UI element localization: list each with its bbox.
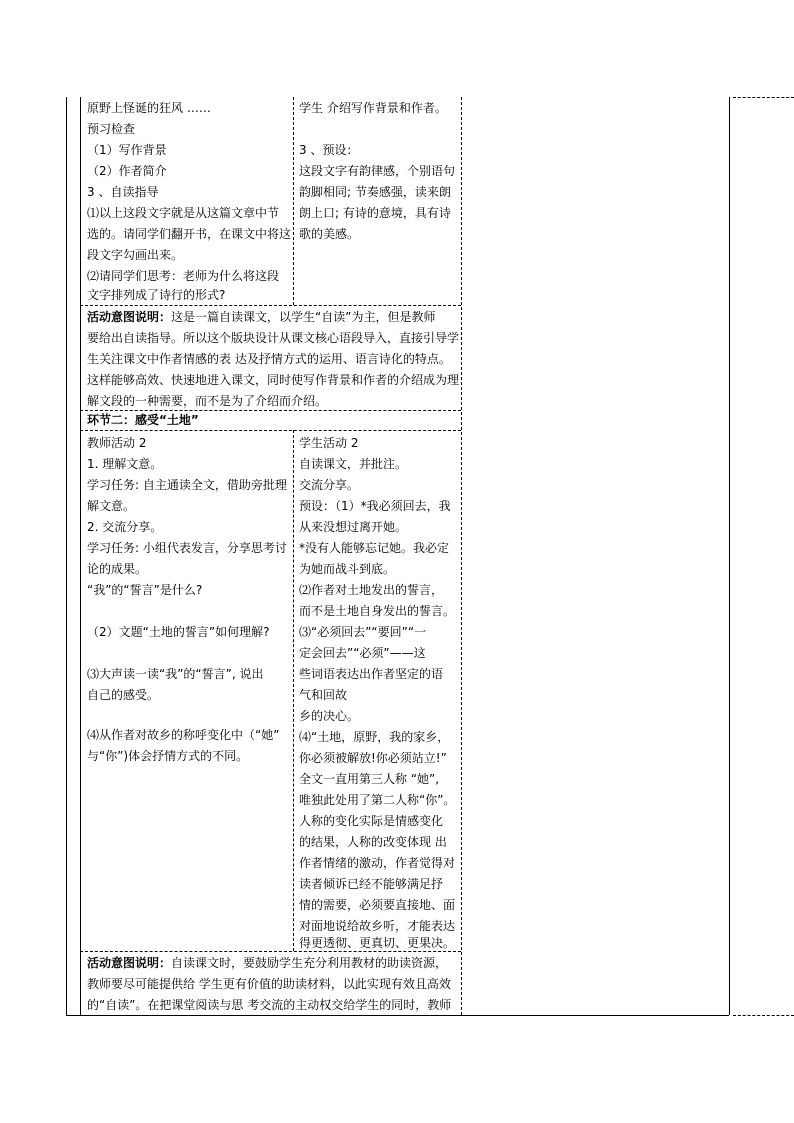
teacher-activity-header: 教师活动 2 [87, 436, 147, 450]
student-text-line: 从来没想过离开她。 [299, 520, 408, 534]
intent-text-line: 这样能够高效、快速地进入课文，同时使写作背景和作者的介绍成为理 [87, 373, 460, 387]
teacher-text-line: 学习任务: 小组代表发言，分享思考讨 [87, 541, 287, 555]
student-text-line: 情的需要，必须要直接地、面 [299, 898, 456, 912]
table-right-border [729, 97, 730, 1015]
intent-text-line: 教师要尽可能提供给 学生更有价值的助读材料，以此实现有效且高效 [87, 977, 451, 991]
intent-text-line: 解文段的一种需要，而不是为了介绍而介绍。 [87, 394, 328, 408]
teacher-text-line: 自己的感受。 [87, 688, 160, 702]
teacher-text-line: 选的。请同学们翻开书，在课文中将这 [87, 227, 292, 241]
column-divider [293, 97, 294, 305]
student-activity-header: 学生活动 2 [299, 436, 359, 450]
teacher-text-line: ⑴以上这段文字就是从这篇文章中节 [87, 206, 280, 220]
teacher-text-line: （2）文题“土地的誓言”如何理解? [87, 625, 270, 639]
student-text-line: ⑷“土地，原野，我的家乡， [299, 730, 450, 744]
content-right-border [461, 97, 462, 1015]
segment-title: 环节二：感受“土地” [87, 413, 199, 427]
table-left-border [66, 97, 67, 1015]
student-text-line: 气和回故 [299, 688, 348, 702]
student-text-line: 为她而战斗到底。 [299, 562, 396, 576]
student-text-line: 这段文字有韵律感，个别语句 [299, 164, 456, 178]
intent-label: 活动意图说明： [87, 310, 172, 324]
student-text-line: 学生 介绍写作背景和作者。 [299, 101, 447, 115]
teacher-text-line: 与“你”)体会抒情方式的不同。 [87, 749, 249, 763]
student-text-line: 作者情绪的激动，作者觉得对 [299, 856, 456, 870]
teacher-text-line: 学习任务: 自主通读全文，借助旁批理 [87, 478, 287, 492]
edge-dash-top [733, 97, 794, 98]
intent-text-line: 的“自读”。在把课堂阅读与思 考交流的主动权交给学生的同时，教师 [87, 998, 452, 1012]
student-text-line: 朗上口; 有诗的意境，具有诗 [299, 206, 451, 220]
teacher-text-line: 1. 理解文意。 [87, 457, 163, 471]
student-text-line: 唯独此处用了第二人称“你”。 [299, 793, 456, 807]
column-divider [293, 430, 294, 951]
student-text-line: 韵脚相同; 节奏感强，读来朗 [299, 185, 451, 199]
teacher-text-line: ⑶大声读一读“我”的“誓言”, 说出 [87, 667, 264, 681]
intent-text: 这是一篇自读课文，以学生“自读”为主，但是教师 [171, 310, 436, 324]
intent-text-line: 要给出自读指导。所以这个版块设计从课文核心语段导入，直接引导学 [87, 331, 460, 345]
teacher-text-line: 3 、自读指导 [87, 185, 159, 199]
intent-text-line: 生关注课文中作者情感的表 达及抒情方式的运用、语言诗化的特点。 [87, 352, 451, 366]
teacher-text-line: 解文意。 [87, 499, 136, 513]
table-inner-left-border [80, 97, 81, 1015]
student-text-line: ⑵作者对土地发出的誓言， [299, 583, 444, 597]
student-text-line: 些词语表达出作者坚定的语 [299, 667, 444, 681]
intent-label: 活动意图说明： [87, 956, 172, 970]
student-text-line: 而不是土地自身发出的誓言。 [299, 604, 456, 618]
intent-first-line [87, 953, 447, 974]
teacher-text-line: 文字排列成了诗行的形式? [87, 288, 226, 302]
student-text-line: 乡的决心。 [299, 709, 360, 723]
student-text-line: ⑶“必须回去”“要回”“一 [299, 625, 427, 639]
edge-dash-bottom [733, 1015, 794, 1016]
student-text-line: 对面地说给故乡听，才能表达 [299, 919, 456, 933]
teacher-text-line: （2）作者简介 [87, 164, 167, 178]
student-text-line: 得更透彻、更真切、更果决。 [299, 936, 456, 950]
student-text-line: 预设：（1）*我必须回去，我 [299, 499, 451, 513]
teacher-text-line: 2. 交流分享。 [87, 520, 163, 534]
teacher-text-line: 段文字勾画出来。 [87, 248, 184, 262]
teacher-text-line: 论的成果。 [87, 562, 148, 576]
student-text-line: 人称的变化实际是情感变化 [299, 814, 444, 828]
intent-text: 自读课文时，要鼓励学生充分利用教材的助读资源， [171, 956, 448, 970]
student-text-line: 你必须被解放!你必须站立!” [299, 751, 447, 765]
student-text-line: 3 、预设： [299, 143, 359, 157]
student-text-line: *没有人能够忘记她。我必定 [299, 541, 450, 555]
teacher-text-line: （1）写作背景 [87, 143, 167, 157]
student-text-line: 定会回去”“必须”——这 [299, 646, 426, 660]
teacher-text-line: 原野上怪诞的狂风 …… [87, 101, 211, 115]
teacher-text-line: 预习检查 [87, 122, 136, 136]
intent-first-line [87, 307, 435, 328]
teacher-text-line: ⑵请同学们思考：老师为什么将这段 [87, 269, 280, 283]
student-text-line: 自读课文，并批注。 [299, 457, 408, 471]
student-text-line: 交流分享。 [299, 478, 360, 492]
student-text-line: 的结果，人称的改变体现 出 [299, 835, 447, 849]
student-text-line: 读者倾诉已经不能够满足抒 [299, 877, 444, 891]
student-text-line: 全文一直用第三人称 “她”, [299, 772, 440, 786]
teacher-text-line: ⑷从作者对故乡的称呼变化中（“她” [87, 728, 280, 742]
teacher-text-line: “我”的“誓言”是什么? [87, 583, 203, 597]
student-text-line: 歌的美感。 [299, 227, 360, 241]
